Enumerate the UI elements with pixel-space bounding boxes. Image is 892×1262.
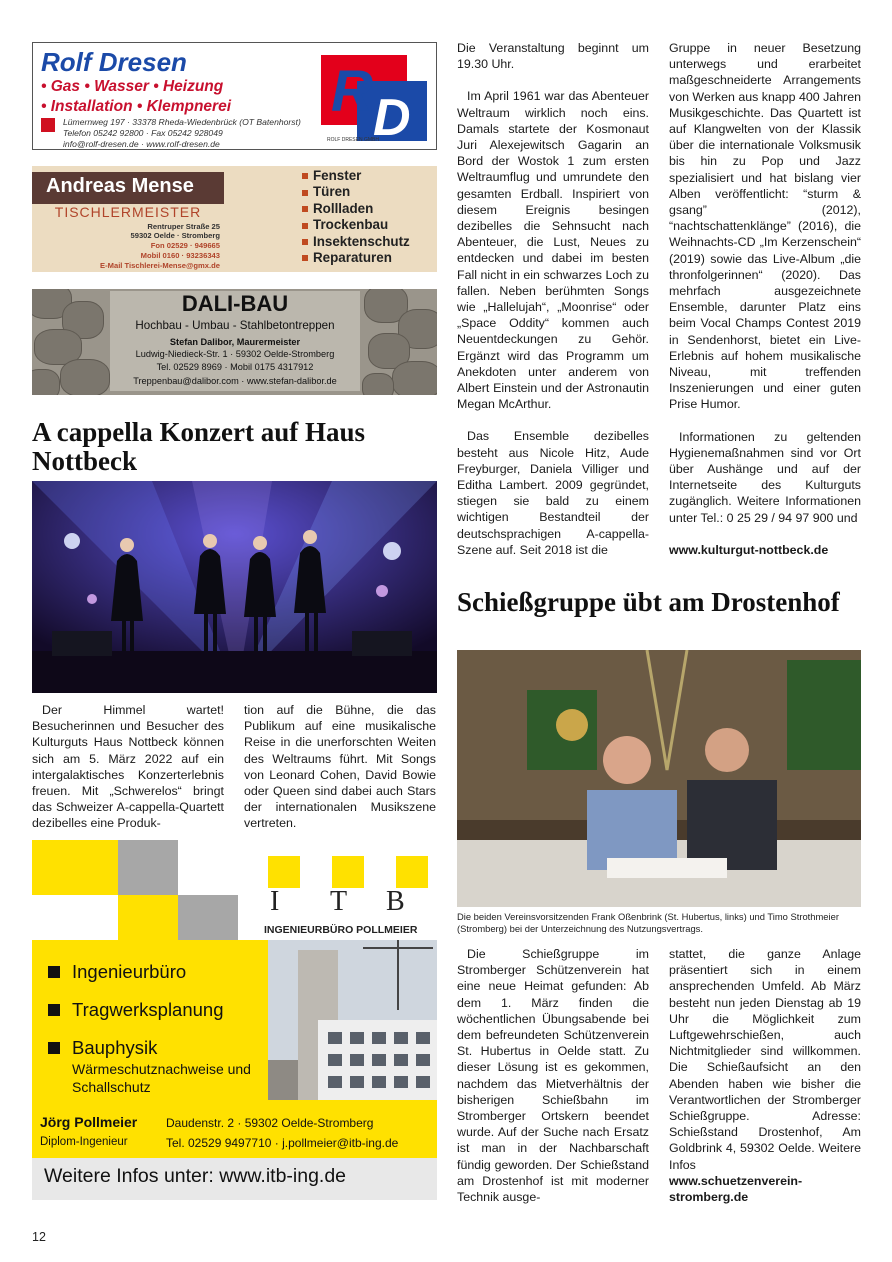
kulturgut-link[interactable]: www.kulturgut-nottbeck.de — [669, 542, 829, 557]
concert-photo — [32, 481, 437, 693]
itb-address: Daudenstr. 2 · 59302 Oelde-Stromberg — [166, 1116, 374, 1130]
paragraph: Das Ensemble dezibelles besteht aus Nicole Hitz, Aude Freyburger, Daniela Villiger und Editha Lambert. 2009 gegründet, stiegen sie bald zu einem wichtigen Bestandteil der deutschsprachigen A-cappella-Szene auf. Seit 2018 ist die — [457, 429, 649, 557]
rolf-web: info@rolf-dresen.de · www.rolf-dresen.de — [63, 139, 220, 149]
paragraph: Der Himmel wartet! Besucherinnen und Besucher des Kulturguts Haus Nottbeck können sich am 5. März 2022 auf ein intergalaktisches Konzerterlebnis freuen. Mit „Schwerelos“ bringt das Schweizer A-cappella-Quartett dezibelles eine Produk- — [32, 703, 224, 831]
paragraph: Gruppe in neuer Besetzung unterwegs und erarbeitet maßgeschneiderte Arrangements von Werken aus knapp 400 Jahren Musikgeschichte. Das Quartett ist auf Klangwelten von der Klassik über die internationale Volksmusik bis hin zu Pop und Jazz spezialisiert und hat bislang vier Alben veröffentlicht: “sturm & gsang” (2012), “nachtschattenklänge” (2016), die Weihnachts-CD „Im Kerzenschein“ (2019) sowie das Live-Album „die thronfolgerinnen“ (2020). Das mehrfach ausgezeichnete Ensemble, darunter Platz eins beim Vocal Champs Contest 2019 in Sendenhorst, bietet ein Live-Erlebnis auf hohem musikalische Niveau, mit treffenden Inszenierungen und einer guten Prise Humor. — [669, 41, 861, 412]
concert-stage-image — [32, 481, 437, 693]
schuetzenverein-link[interactable]: www.schuetzenverein-stromberg.de — [669, 1173, 803, 1205]
article2-col2 — [669, 946, 861, 1221]
list-item: Trockenbau — [302, 217, 410, 233]
mense-street: Rentruper Straße 25 — [147, 222, 220, 231]
itb-person-title: Diplom-Ingenieur — [40, 1136, 128, 1148]
ad-dali-bau — [32, 289, 437, 395]
paragraph: Die Veranstaltung beginnt um 19.30 Uhr. — [457, 41, 649, 72]
mense-mobil: Mobil 0160 · 93236343 — [140, 251, 220, 260]
list-item: Fenster — [302, 168, 410, 184]
list-item: Bauphysik — [72, 1037, 158, 1058]
red-square-icon — [41, 118, 55, 132]
paragraph: Im April 1961 war das Abenteuer Weltraum wirklich noch eins. Damals startete der Kosmonaut Juri Alexejewitsch Gagarin an Bord der Wostok 1 zum ersten Weltraumflug und umrundete den gesamten Erdball. Inspiriert von diesem Ereignis besingen dezibelles die Sehnsucht nach Abenteuer, die Lust, Neues zu entdecken und dabei im besten Fall nicht in ein schwarzes Loch zu fallen. Neben berühmten Songs wie „Hallelujah“, „Moonrise“ oder „Space Oddity“ kommen auch Neuentdeckungen zu Gehör. Ergänzt wird das Programm um Anekdoten unter anderem von Albert Einstein und der Astronautin Megan McArthur. — [457, 89, 649, 412]
rolf-name: Rolf Dresen — [41, 47, 187, 77]
list-item: Tragwerksplanung — [72, 999, 224, 1020]
itb-company: INGENIEURBÜRO POLLMEIER — [264, 924, 418, 936]
paragraph: Die Schießgruppe im Stromberger Schützenverein hat eine neue Heimat gefunden: Ab dem 1. März finden die wöchentlichen Übungsabende bei dem befreundeten Schützenverein St. Hubertus in Oelde statt. Zu dieser Lösung ist es gekommen, nachdem das Mietverhältnis der bisherigen Schießbahn im Stromberger Ortskern beendet wurde. Auf der Suche nach Ersatz ist man in der Nachbarschaft fündig geworden. Der Schießstand am Drostenhof ist mit moderner Technik ausge- — [457, 947, 649, 1205]
page-number: 12 — [32, 1230, 46, 1244]
itb-footer[interactable]: Weitere Infos unter: www.itb-ing.de — [44, 1165, 347, 1187]
itb-contact: Tel. 02529 9497710 · j.pollmeier@itb-ing.de — [166, 1136, 399, 1150]
list-item: Rollladen — [302, 201, 410, 217]
list-item: Ingenieurbüro — [72, 961, 187, 982]
mense-name: Andreas Mense — [46, 175, 194, 197]
photo-caption: Die beiden Vereinsvorsitzenden Frank Oßenbrink (St. Hubertus, links) und Timo Strothmeier (Stromberg) bei der Unterzeichnung des Nutzungsvertrags. — [457, 911, 839, 934]
building-image — [268, 940, 437, 1100]
dali-owner: Stefan Dalibor, Maurermeister — [169, 337, 301, 347]
dali-web: Treppenbau@dalibor.com · www.stefan-dalibor.de — [133, 376, 337, 386]
drostenhof-photo — [457, 650, 861, 907]
rd-logo-caption: ROLF DRESEN GMBH — [327, 137, 379, 143]
svg-text:D: D — [373, 89, 411, 147]
paragraph: stattet, die ganze Anlage präsentiert sich in einem ansprechenden Umfeld. Ab März besteht nun jeden Dienstag ab 19 Uhr die Möglichkeit zum Luftgewehrschießen, auch Nichtmitglieder sind willkommen. Die Schießaufsicht an den Abenden haben wie bisher die Verantwortlichen der Stromberger Schießgruppe. Adresse: Schießstand Drostenhof, Am Goldbrink 4, 59302 Oelde. Weitere Infos — [669, 947, 861, 1172]
itb-service-sub: Wärmeschutznachweise und Schallschutz — [72, 1061, 251, 1095]
ad-rolf-dresen — [32, 42, 437, 150]
mense-title: TISCHLERMEISTER — [54, 204, 202, 220]
dali-subtitle: Hochbau - Umbau - Stahlbetontreppen — [135, 319, 335, 332]
article1-col4 — [669, 40, 861, 574]
article1-col2 — [244, 702, 436, 848]
article1-col1 — [32, 702, 224, 848]
paragraph: Informationen zu geltenden Hygienemaßnahmen sind vor Ort über Aushänge und auf der Internetseite des Kulturguts zugänglich. Weitere Informationen unter Tel.: 0 25 29 / 94 97 900 und — [669, 429, 861, 525]
list-item: Insektenschutz — [302, 234, 410, 250]
dali-phones: Tel. 02529 8969 · Mobil 0175 4317912 — [156, 362, 314, 372]
mense-city: 59302 Oelde · Stromberg — [130, 231, 220, 240]
signing-image — [457, 650, 861, 907]
svg-text:R: R — [331, 59, 373, 124]
itb-letter-t: T — [330, 886, 348, 917]
mense-services — [302, 168, 410, 266]
rolf-phone: Telefon 05242 92800 · Fax 05242 928049 — [63, 128, 223, 138]
article1-col3 — [457, 40, 649, 574]
rolf-line2: • Installation • Klempnerei — [41, 98, 232, 115]
article1-headline: A cappella Konzert auf Haus Nottbeck — [32, 417, 366, 476]
rolf-line1: • Gas • Wasser • Heizung — [41, 78, 224, 95]
article2-headline: Schießgruppe übt am Drostenhof — [457, 587, 840, 617]
rolf-address: Lümernweg 197 · 33378 Rheda-Wiedenbrück (OT Batenhorst) — [63, 117, 301, 127]
ad-itb-pollmeier — [32, 840, 437, 1200]
dali-panel — [110, 291, 360, 391]
rd-logo-icon — [317, 51, 433, 147]
itb-letter-i: I — [270, 886, 280, 917]
mense-mail: E-Mail Tischlerei-Mense@gmx.de — [100, 261, 220, 270]
dali-address: Ludwig-Niedieck-Str. 1 · 59302 Oelde-Stromberg — [135, 349, 335, 359]
paragraph: tion auf die Bühne, die das Publikum auf eine musikalische Reise in die unerforschten Weiten des Weltraums führt. Mit Songs von Leonard Cohen, David Bowie oder Queen sind dabei auch Stars der internationalen Musikszene vertreten. — [244, 703, 436, 831]
list-item: Reparaturen — [302, 250, 410, 266]
dali-title: DALI-BAU — [181, 291, 289, 316]
itb-person: Jörg Pollmeier — [40, 1114, 138, 1130]
mense-fon: Fon 02529 · 949665 — [150, 241, 220, 250]
article2-col1 — [457, 946, 649, 1221]
itb-letter-b: B — [386, 886, 405, 917]
list-item: Türen — [302, 184, 410, 200]
ad-andreas-mense — [32, 166, 437, 272]
